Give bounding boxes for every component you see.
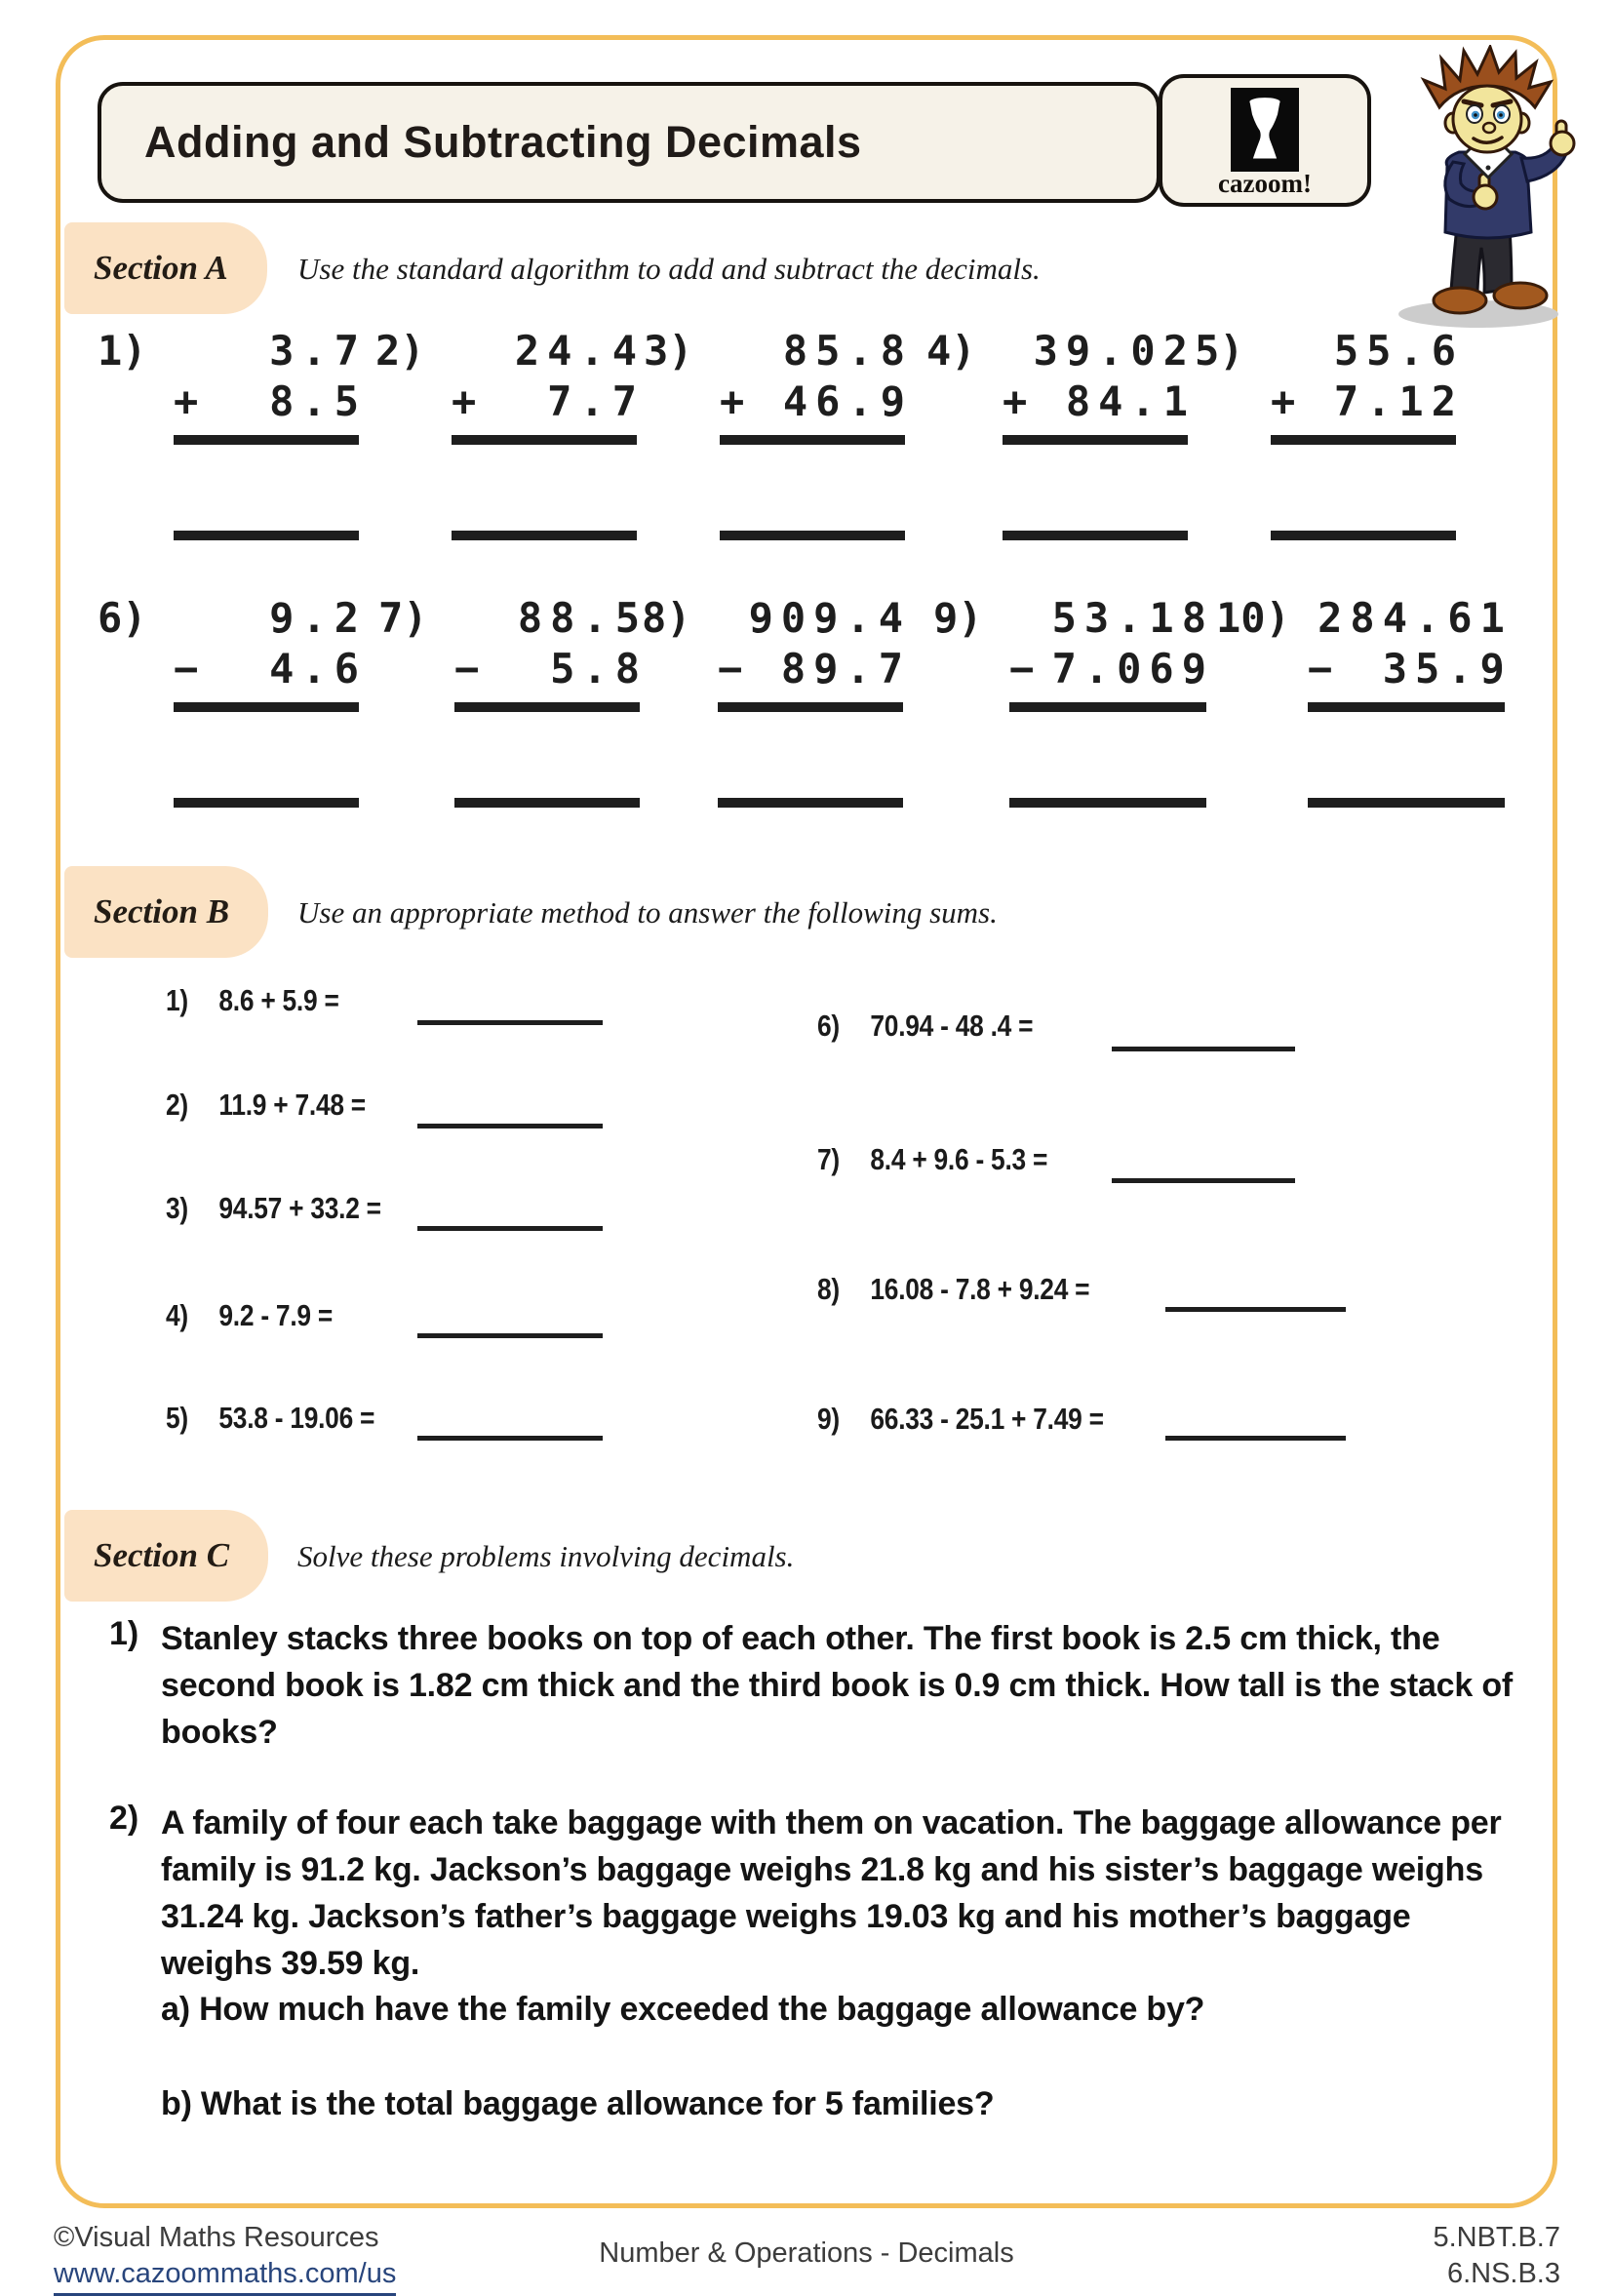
problem-number: 8) (642, 594, 691, 642)
problem-number: 5) (1195, 327, 1244, 375)
word-problem-2-number: 2) (109, 1800, 139, 1837)
top-operand: 909.4 (748, 594, 911, 642)
operator: + (1003, 377, 1036, 425)
sum-line (1308, 702, 1505, 712)
sum-problem-3 (166, 1191, 381, 1226)
word-problem-2-part-a: a) How much have the family exceeded the baggage allowance by? (161, 1991, 1205, 2028)
problem-number: 3) (644, 327, 693, 375)
answer-blank (1165, 1307, 1346, 1312)
vertical-problem-6 (98, 593, 367, 808)
answer-blank (1112, 1047, 1295, 1051)
bottom-operand: 7.7 (547, 377, 645, 425)
top-operand: 24.4 (514, 327, 645, 375)
operator: − (1307, 645, 1341, 693)
top-operand: 9.2 (269, 594, 367, 642)
answer-blank (417, 1436, 603, 1441)
problem-number: 5) (166, 1401, 188, 1435)
bottom-operand: 89.7 (780, 645, 911, 693)
bottom-operand: 7.12 (1333, 377, 1464, 425)
cazoom-logo-text: cazoom! (1218, 169, 1312, 198)
sum-line (174, 702, 359, 712)
answer-blank (417, 1333, 603, 1338)
section-c-tab (64, 1510, 268, 1602)
problem-number: 4) (166, 1298, 188, 1332)
word-problem-2-text: A family of four each take baggage with them on vacation. The baggage allowance per family is 91.2 kg. Jackson’s baggage weighs 21.8 kg and his sister’s baggage weighs 31.24 kg. Jackson’s father’s baggage weighs 19.03 kg and his mother’s baggage weighs 39.59 kg. (161, 1804, 1502, 1982)
cazoom-drum-icon (1231, 88, 1299, 172)
sum-problem-9 (817, 1402, 1104, 1437)
vertical-problem-3 (644, 326, 913, 540)
answer-line (1271, 531, 1456, 540)
section-b-label: Section B (94, 892, 230, 930)
answer-blank (1112, 1178, 1295, 1183)
operator: + (720, 377, 753, 425)
bottom-operand: 84.1 (1065, 377, 1196, 425)
sum-line (454, 702, 640, 712)
word-problem-1-number: 1) (109, 1615, 139, 1652)
operator: − (454, 645, 488, 693)
expression: 8.4 + 9.6 - 5.3 = (870, 1142, 1048, 1176)
answer-blank (1165, 1436, 1346, 1441)
website-link[interactable]: www.cazoommaths.com/us (54, 2256, 396, 2296)
top-operand: 39.02 (1033, 327, 1196, 375)
vertical-problem-1 (98, 326, 367, 540)
problem-number: 3) (166, 1191, 188, 1225)
problem-number: 9) (817, 1402, 840, 1436)
cazoom-logo (1159, 74, 1371, 207)
sum-line (452, 435, 637, 445)
operator: + (174, 377, 207, 425)
operator: + (452, 377, 485, 425)
standard-code: 5.NBT.B.7 (1433, 2222, 1560, 2253)
operator: + (1271, 377, 1304, 425)
top-operand: 85.8 (782, 327, 913, 375)
footer-category: Number & Operations - Decimals (599, 2237, 1014, 2269)
problem-number: 8) (817, 1272, 840, 1306)
answer-line (174, 798, 359, 808)
copyright-text: ©Visual Maths Resources (54, 2222, 379, 2253)
sum-line (720, 435, 905, 445)
problem-number: 2) (166, 1088, 188, 1122)
vertical-problem-9 (933, 593, 1214, 808)
worksheet-title-box (98, 82, 1161, 203)
answer-blank (417, 1020, 603, 1025)
expression: 8.6 + 5.9 = (218, 983, 339, 1017)
word-problem-2-part-b: b) What is the total baggage allowance for 5 families? (161, 2085, 995, 2122)
sum-line (174, 435, 359, 445)
problem-number: 1) (98, 327, 147, 375)
problem-number: 10) (1216, 594, 1290, 642)
problem-number: 6) (817, 1009, 840, 1043)
answer-line (1003, 531, 1188, 540)
problem-number: 6) (98, 594, 147, 642)
section-a-tab (64, 222, 267, 314)
expression: 66.33 - 25.1 + 7.49 = (870, 1402, 1104, 1436)
footer-copyright-block (54, 2220, 396, 2296)
page-title: Adding and Subtracting Decimals (144, 117, 862, 167)
answer-line (718, 798, 903, 808)
top-operand: 88.5 (517, 594, 648, 642)
expression: 16.08 - 7.8 + 9.24 = (870, 1272, 1090, 1306)
answer-line (174, 531, 359, 540)
section-b-instruction: Use an appropriate method to answer the following sums. (297, 895, 998, 930)
problem-number: 1) (166, 983, 188, 1017)
vertical-problem-4 (926, 326, 1196, 540)
section-b-tab (64, 866, 268, 958)
sum-problem-4 (166, 1298, 333, 1333)
sum-problem-1 (166, 983, 339, 1018)
expression: 94.57 + 33.2 = (218, 1191, 381, 1225)
bottom-operand: 46.9 (782, 377, 913, 425)
operator: − (174, 645, 207, 693)
bottom-operand: 7.069 (1051, 645, 1214, 693)
problem-number: 7) (378, 594, 428, 642)
top-operand: 284.61 (1318, 594, 1513, 642)
operator: − (1009, 645, 1043, 693)
bottom-operand: 5.8 (550, 645, 648, 693)
vertical-problem-10 (1216, 593, 1513, 808)
sum-problem-2 (166, 1088, 366, 1123)
vertical-problem-5 (1195, 326, 1464, 540)
answer-blank (417, 1226, 603, 1231)
problem-number: 2) (375, 327, 425, 375)
answer-line (452, 531, 637, 540)
answer-line (1009, 798, 1206, 808)
vertical-problem-7 (378, 593, 648, 808)
expression: 11.9 + 7.48 = (218, 1088, 366, 1122)
sum-line (1271, 435, 1456, 445)
top-operand: 3.7 (269, 327, 367, 375)
word-problem-1-text: Stanley stacks three books on top of each other. The first book is 2.5 cm thick, the second book is 1.82 cm thick and the third book is 0.9 cm thick. How tall is the stack of books? (161, 1620, 1514, 1751)
top-operand: 55.6 (1333, 327, 1464, 375)
expression: 70.94 - 48 .4 = (870, 1009, 1034, 1043)
section-a-instruction: Use the standard algorithm to add and subtract the decimals. (297, 252, 1041, 286)
answer-line (1308, 798, 1505, 808)
bottom-operand: 4.6 (269, 645, 367, 693)
problem-number: 4) (926, 327, 976, 375)
sum-line (1003, 435, 1188, 445)
problem-number: 7) (817, 1142, 840, 1176)
answer-line (454, 798, 640, 808)
section-a-label: Section A (94, 249, 228, 287)
sum-line (1009, 702, 1206, 712)
vertical-problem-2 (375, 326, 645, 540)
operator: − (718, 645, 751, 693)
answer-line (720, 531, 905, 540)
problem-number: 9) (933, 594, 983, 642)
sum-problem-8 (817, 1272, 1089, 1307)
bottom-operand: 35.9 (1382, 645, 1513, 693)
bottom-operand: 8.5 (269, 377, 367, 425)
mascot-boy-illustration (1361, 45, 1599, 337)
section-c-instruction: Solve these problems involving decimals. (297, 1539, 795, 1573)
standard-code: 6.NS.B.3 (1446, 2258, 1560, 2289)
expression: 9.2 - 7.9 = (218, 1298, 333, 1332)
expression: 53.8 - 19.06 = (218, 1401, 375, 1435)
section-c-label: Section C (94, 1536, 230, 1574)
sum-problem-6 (817, 1009, 1033, 1044)
vertical-problem-8 (642, 593, 911, 808)
sum-problem-7 (817, 1142, 1047, 1177)
top-operand: 53.18 (1051, 594, 1214, 642)
answer-blank (417, 1124, 603, 1128)
sum-line (718, 702, 903, 712)
sum-problem-5 (166, 1401, 374, 1436)
